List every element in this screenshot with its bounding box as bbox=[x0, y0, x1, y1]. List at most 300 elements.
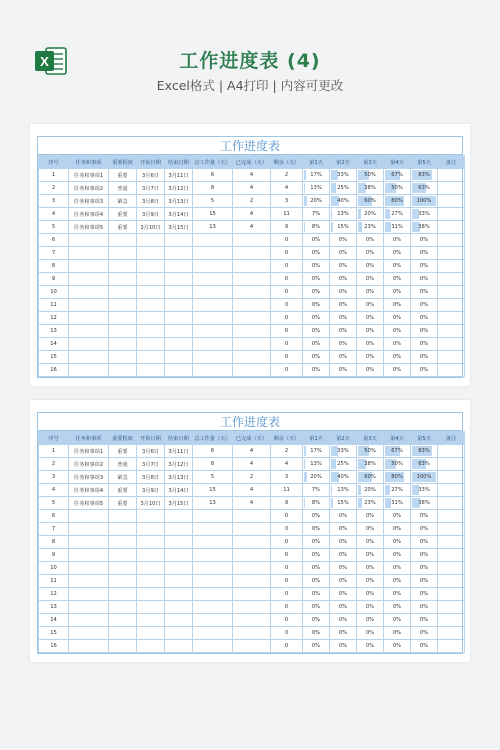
progress-cell[interactable] bbox=[357, 299, 384, 312]
cell-no[interactable]: 6 bbox=[39, 234, 69, 247]
progress-cell[interactable] bbox=[384, 169, 411, 182]
cell-start[interactable] bbox=[137, 286, 165, 299]
progress-cell[interactable] bbox=[303, 484, 330, 497]
progress-cell[interactable] bbox=[411, 208, 438, 221]
progress-cell[interactable] bbox=[411, 351, 438, 364]
cell-remain[interactable]: 0 bbox=[271, 588, 303, 601]
progress-cell[interactable] bbox=[330, 549, 357, 562]
cell-task[interactable] bbox=[69, 614, 109, 627]
cell-task[interactable] bbox=[69, 640, 109, 653]
progress-cell[interactable] bbox=[357, 536, 384, 549]
progress-cell[interactable] bbox=[303, 351, 330, 364]
cell-end[interactable] bbox=[165, 325, 193, 338]
cell-level[interactable] bbox=[109, 351, 137, 364]
cell-end[interactable] bbox=[165, 510, 193, 523]
progress-cell[interactable] bbox=[330, 286, 357, 299]
cell-done[interactable] bbox=[233, 614, 271, 627]
cell-done[interactable] bbox=[233, 351, 271, 364]
cell-note[interactable] bbox=[438, 338, 465, 351]
cell-start[interactable]: 3月10日 bbox=[137, 221, 165, 234]
cell-task[interactable]: 任务和事项4 bbox=[69, 208, 109, 221]
cell-note[interactable] bbox=[438, 458, 465, 471]
progress-cell[interactable] bbox=[411, 471, 438, 484]
progress-cell[interactable] bbox=[330, 182, 357, 195]
cell-level[interactable]: 重要 bbox=[109, 221, 137, 234]
cell-level[interactable] bbox=[109, 510, 137, 523]
progress-cell[interactable] bbox=[303, 260, 330, 273]
cell-task[interactable] bbox=[69, 351, 109, 364]
cell-note[interactable] bbox=[438, 510, 465, 523]
cell-start[interactable] bbox=[137, 260, 165, 273]
progress-cell[interactable] bbox=[384, 247, 411, 260]
progress-cell[interactable] bbox=[411, 601, 438, 614]
cell-remain[interactable]: 3 bbox=[271, 195, 303, 208]
progress-cell[interactable] bbox=[384, 299, 411, 312]
cell-remain[interactable]: 0 bbox=[271, 325, 303, 338]
cell-start[interactable] bbox=[137, 312, 165, 325]
cell-task[interactable] bbox=[69, 364, 109, 377]
cell-level[interactable] bbox=[109, 523, 137, 536]
cell-total[interactable] bbox=[193, 510, 233, 523]
cell-remain[interactable]: 0 bbox=[271, 575, 303, 588]
progress-cell[interactable] bbox=[303, 445, 330, 458]
progress-cell[interactable] bbox=[411, 169, 438, 182]
cell-total[interactable] bbox=[193, 601, 233, 614]
cell-note[interactable] bbox=[438, 299, 465, 312]
cell-done[interactable] bbox=[233, 260, 271, 273]
cell-no[interactable]: 11 bbox=[39, 575, 69, 588]
progress-cell[interactable] bbox=[303, 286, 330, 299]
progress-cell[interactable] bbox=[411, 325, 438, 338]
cell-start[interactable] bbox=[137, 562, 165, 575]
progress-cell[interactable] bbox=[330, 445, 357, 458]
cell-total[interactable]: 15 bbox=[193, 484, 233, 497]
cell-end[interactable]: 3月15日 bbox=[165, 497, 193, 510]
progress-cell[interactable] bbox=[330, 364, 357, 377]
cell-end[interactable] bbox=[165, 273, 193, 286]
cell-note[interactable] bbox=[438, 364, 465, 377]
progress-cell[interactable] bbox=[330, 325, 357, 338]
cell-end[interactable]: 3月12日 bbox=[165, 182, 193, 195]
cell-no[interactable]: 3 bbox=[39, 195, 69, 208]
cell-remain[interactable]: 0 bbox=[271, 510, 303, 523]
cell-start[interactable]: 3月9日 bbox=[137, 484, 165, 497]
cell-end[interactable] bbox=[165, 351, 193, 364]
cell-task[interactable] bbox=[69, 260, 109, 273]
cell-note[interactable] bbox=[438, 195, 465, 208]
cell-remain[interactable]: 4 bbox=[271, 458, 303, 471]
cell-level[interactable] bbox=[109, 273, 137, 286]
cell-total[interactable]: 8 bbox=[193, 182, 233, 195]
progress-cell[interactable] bbox=[303, 325, 330, 338]
cell-start[interactable] bbox=[137, 338, 165, 351]
progress-cell[interactable] bbox=[411, 458, 438, 471]
progress-cell[interactable] bbox=[384, 523, 411, 536]
cell-note[interactable] bbox=[438, 312, 465, 325]
cell-remain[interactable]: 0 bbox=[271, 286, 303, 299]
progress-cell[interactable] bbox=[330, 299, 357, 312]
progress-cell[interactable] bbox=[411, 286, 438, 299]
cell-start[interactable] bbox=[137, 601, 165, 614]
progress-cell[interactable] bbox=[330, 208, 357, 221]
progress-cell[interactable] bbox=[330, 351, 357, 364]
progress-cell[interactable] bbox=[411, 364, 438, 377]
cell-remain[interactable]: 0 bbox=[271, 640, 303, 653]
cell-remain[interactable]: 0 bbox=[271, 614, 303, 627]
cell-note[interactable] bbox=[438, 182, 465, 195]
progress-cell[interactable] bbox=[303, 273, 330, 286]
cell-level[interactable]: 重要 bbox=[109, 497, 137, 510]
cell-end[interactable] bbox=[165, 260, 193, 273]
cell-note[interactable] bbox=[438, 351, 465, 364]
cell-no[interactable]: 1 bbox=[39, 445, 69, 458]
progress-cell[interactable] bbox=[330, 312, 357, 325]
cell-done[interactable]: 4 bbox=[233, 208, 271, 221]
cell-done[interactable] bbox=[233, 364, 271, 377]
progress-cell[interactable] bbox=[411, 312, 438, 325]
progress-cell[interactable] bbox=[357, 549, 384, 562]
progress-cell[interactable] bbox=[357, 510, 384, 523]
cell-start[interactable] bbox=[137, 549, 165, 562]
cell-level[interactable] bbox=[109, 601, 137, 614]
cell-task[interactable] bbox=[69, 536, 109, 549]
cell-total[interactable]: 5 bbox=[193, 195, 233, 208]
cell-no[interactable]: 9 bbox=[39, 273, 69, 286]
cell-note[interactable] bbox=[438, 234, 465, 247]
progress-cell[interactable] bbox=[357, 575, 384, 588]
progress-cell[interactable] bbox=[384, 338, 411, 351]
progress-cell[interactable] bbox=[330, 614, 357, 627]
cell-total[interactable] bbox=[193, 338, 233, 351]
cell-level[interactable] bbox=[109, 312, 137, 325]
cell-remain[interactable]: 0 bbox=[271, 234, 303, 247]
progress-cell[interactable] bbox=[357, 260, 384, 273]
cell-task[interactable]: 任务和事项4 bbox=[69, 484, 109, 497]
progress-cell[interactable] bbox=[357, 338, 384, 351]
cell-task[interactable]: 任务和事项3 bbox=[69, 195, 109, 208]
cell-task[interactable] bbox=[69, 273, 109, 286]
cell-level[interactable] bbox=[109, 614, 137, 627]
progress-cell[interactable] bbox=[330, 260, 357, 273]
cell-task[interactable] bbox=[69, 325, 109, 338]
progress-cell[interactable] bbox=[384, 458, 411, 471]
cell-end[interactable]: 3月11日 bbox=[165, 445, 193, 458]
progress-cell[interactable] bbox=[384, 536, 411, 549]
progress-cell[interactable] bbox=[357, 484, 384, 497]
progress-cell[interactable] bbox=[384, 601, 411, 614]
cell-no[interactable]: 12 bbox=[39, 312, 69, 325]
cell-start[interactable] bbox=[137, 510, 165, 523]
cell-no[interactable]: 8 bbox=[39, 536, 69, 549]
cell-end[interactable] bbox=[165, 338, 193, 351]
progress-cell[interactable] bbox=[303, 549, 330, 562]
cell-level[interactable]: 紧急 bbox=[109, 195, 137, 208]
cell-remain[interactable]: 0 bbox=[271, 312, 303, 325]
cell-end[interactable] bbox=[165, 312, 193, 325]
progress-cell[interactable] bbox=[330, 221, 357, 234]
cell-note[interactable] bbox=[438, 575, 465, 588]
cell-task[interactable]: 任务和事项1 bbox=[69, 445, 109, 458]
cell-done[interactable] bbox=[233, 299, 271, 312]
cell-total[interactable] bbox=[193, 351, 233, 364]
cell-start[interactable] bbox=[137, 627, 165, 640]
cell-level[interactable]: 紧急 bbox=[109, 471, 137, 484]
cell-no[interactable]: 2 bbox=[39, 182, 69, 195]
progress-cell[interactable] bbox=[357, 614, 384, 627]
cell-done[interactable] bbox=[233, 575, 271, 588]
cell-remain[interactable]: 0 bbox=[271, 260, 303, 273]
cell-note[interactable] bbox=[438, 497, 465, 510]
cell-end[interactable] bbox=[165, 299, 193, 312]
cell-note[interactable] bbox=[438, 169, 465, 182]
cell-no[interactable]: 12 bbox=[39, 588, 69, 601]
cell-no[interactable]: 14 bbox=[39, 338, 69, 351]
progress-cell[interactable] bbox=[411, 221, 438, 234]
cell-level[interactable] bbox=[109, 588, 137, 601]
cell-start[interactable]: 3月10日 bbox=[137, 497, 165, 510]
cell-done[interactable] bbox=[233, 562, 271, 575]
cell-remain[interactable]: 0 bbox=[271, 247, 303, 260]
cell-total[interactable]: 13 bbox=[193, 497, 233, 510]
progress-cell[interactable] bbox=[357, 523, 384, 536]
progress-cell[interactable] bbox=[303, 471, 330, 484]
progress-cell[interactable] bbox=[384, 208, 411, 221]
progress-cell[interactable] bbox=[411, 484, 438, 497]
cell-end[interactable]: 3月13日 bbox=[165, 471, 193, 484]
cell-task[interactable] bbox=[69, 575, 109, 588]
cell-start[interactable]: 3月9日 bbox=[137, 208, 165, 221]
cell-level[interactable]: 普通 bbox=[109, 182, 137, 195]
cell-remain[interactable]: 4 bbox=[271, 182, 303, 195]
cell-end[interactable] bbox=[165, 234, 193, 247]
progress-cell[interactable] bbox=[330, 562, 357, 575]
cell-remain[interactable]: 0 bbox=[271, 351, 303, 364]
cell-done[interactable] bbox=[233, 640, 271, 653]
cell-start[interactable]: 3月6日 bbox=[137, 445, 165, 458]
progress-cell[interactable] bbox=[330, 273, 357, 286]
cell-total[interactable]: 13 bbox=[193, 221, 233, 234]
progress-cell[interactable] bbox=[330, 169, 357, 182]
cell-note[interactable] bbox=[438, 640, 465, 653]
cell-done[interactable] bbox=[233, 549, 271, 562]
cell-remain[interactable]: 9 bbox=[271, 221, 303, 234]
cell-level[interactable] bbox=[109, 260, 137, 273]
cell-no[interactable]: 5 bbox=[39, 221, 69, 234]
progress-cell[interactable] bbox=[411, 627, 438, 640]
progress-cell[interactable] bbox=[303, 312, 330, 325]
cell-done[interactable] bbox=[233, 338, 271, 351]
cell-end[interactable]: 3月15日 bbox=[165, 221, 193, 234]
cell-level[interactable] bbox=[109, 338, 137, 351]
cell-remain[interactable]: 11 bbox=[271, 208, 303, 221]
cell-start[interactable] bbox=[137, 351, 165, 364]
cell-start[interactable] bbox=[137, 273, 165, 286]
progress-cell[interactable] bbox=[411, 549, 438, 562]
progress-cell[interactable] bbox=[303, 221, 330, 234]
progress-cell[interactable] bbox=[411, 562, 438, 575]
progress-cell[interactable] bbox=[384, 614, 411, 627]
progress-cell[interactable] bbox=[303, 601, 330, 614]
cell-end[interactable] bbox=[165, 536, 193, 549]
cell-note[interactable] bbox=[438, 208, 465, 221]
cell-start[interactable] bbox=[137, 325, 165, 338]
progress-cell[interactable] bbox=[330, 523, 357, 536]
cell-end[interactable]: 3月14日 bbox=[165, 484, 193, 497]
cell-start[interactable] bbox=[137, 247, 165, 260]
cell-done[interactable] bbox=[233, 325, 271, 338]
cell-level[interactable] bbox=[109, 247, 137, 260]
progress-cell[interactable] bbox=[357, 601, 384, 614]
progress-cell[interactable] bbox=[303, 588, 330, 601]
progress-cell[interactable] bbox=[411, 195, 438, 208]
cell-no[interactable]: 16 bbox=[39, 364, 69, 377]
cell-remain[interactable]: 0 bbox=[271, 338, 303, 351]
progress-cell[interactable] bbox=[303, 247, 330, 260]
progress-cell[interactable] bbox=[411, 575, 438, 588]
progress-cell[interactable] bbox=[330, 575, 357, 588]
cell-level[interactable]: 重要 bbox=[109, 445, 137, 458]
cell-total[interactable] bbox=[193, 312, 233, 325]
cell-no[interactable]: 1 bbox=[39, 169, 69, 182]
cell-end[interactable] bbox=[165, 601, 193, 614]
cell-no[interactable]: 2 bbox=[39, 458, 69, 471]
progress-cell[interactable] bbox=[303, 458, 330, 471]
progress-cell[interactable] bbox=[330, 234, 357, 247]
cell-done[interactable]: 2 bbox=[233, 471, 271, 484]
progress-cell[interactable] bbox=[384, 471, 411, 484]
cell-note[interactable] bbox=[438, 549, 465, 562]
cell-start[interactable] bbox=[137, 234, 165, 247]
progress-cell[interactable] bbox=[330, 338, 357, 351]
cell-start[interactable] bbox=[137, 299, 165, 312]
cell-remain[interactable]: 0 bbox=[271, 364, 303, 377]
cell-start[interactable] bbox=[137, 575, 165, 588]
progress-cell[interactable] bbox=[357, 221, 384, 234]
cell-note[interactable] bbox=[438, 247, 465, 260]
cell-done[interactable] bbox=[233, 273, 271, 286]
progress-cell[interactable] bbox=[384, 195, 411, 208]
progress-cell[interactable] bbox=[303, 523, 330, 536]
cell-end[interactable] bbox=[165, 286, 193, 299]
progress-cell[interactable] bbox=[384, 549, 411, 562]
cell-total[interactable] bbox=[193, 247, 233, 260]
cell-remain[interactable]: 2 bbox=[271, 445, 303, 458]
cell-remain[interactable]: 0 bbox=[271, 562, 303, 575]
cell-task[interactable]: 任务和事项3 bbox=[69, 471, 109, 484]
cell-total[interactable] bbox=[193, 364, 233, 377]
cell-note[interactable] bbox=[438, 588, 465, 601]
progress-cell[interactable] bbox=[357, 445, 384, 458]
progress-cell[interactable] bbox=[303, 338, 330, 351]
cell-task[interactable] bbox=[69, 523, 109, 536]
progress-cell[interactable] bbox=[384, 260, 411, 273]
cell-remain[interactable]: 0 bbox=[271, 299, 303, 312]
cell-remain[interactable]: 3 bbox=[271, 471, 303, 484]
progress-cell[interactable] bbox=[330, 640, 357, 653]
cell-start[interactable] bbox=[137, 523, 165, 536]
cell-end[interactable]: 3月11日 bbox=[165, 169, 193, 182]
progress-cell[interactable] bbox=[384, 627, 411, 640]
cell-total[interactable] bbox=[193, 588, 233, 601]
cell-note[interactable] bbox=[438, 286, 465, 299]
cell-level[interactable]: 重要 bbox=[109, 169, 137, 182]
cell-start[interactable]: 3月8日 bbox=[137, 195, 165, 208]
cell-start[interactable]: 3月7日 bbox=[137, 458, 165, 471]
cell-done[interactable] bbox=[233, 536, 271, 549]
progress-cell[interactable] bbox=[303, 536, 330, 549]
progress-cell[interactable] bbox=[384, 351, 411, 364]
cell-done[interactable]: 2 bbox=[233, 195, 271, 208]
cell-total[interactable] bbox=[193, 273, 233, 286]
progress-cell[interactable] bbox=[411, 273, 438, 286]
cell-remain[interactable]: 2 bbox=[271, 169, 303, 182]
progress-cell[interactable] bbox=[357, 640, 384, 653]
progress-cell[interactable] bbox=[384, 221, 411, 234]
progress-cell[interactable] bbox=[411, 247, 438, 260]
cell-note[interactable] bbox=[438, 562, 465, 575]
progress-cell[interactable] bbox=[303, 299, 330, 312]
progress-cell[interactable] bbox=[303, 234, 330, 247]
cell-start[interactable] bbox=[137, 640, 165, 653]
progress-cell[interactable] bbox=[303, 195, 330, 208]
progress-cell[interactable] bbox=[303, 364, 330, 377]
progress-cell[interactable] bbox=[303, 575, 330, 588]
progress-cell[interactable] bbox=[357, 195, 384, 208]
cell-done[interactable] bbox=[233, 627, 271, 640]
cell-level[interactable] bbox=[109, 364, 137, 377]
progress-cell[interactable] bbox=[384, 575, 411, 588]
cell-start[interactable] bbox=[137, 536, 165, 549]
cell-end[interactable] bbox=[165, 575, 193, 588]
cell-done[interactable] bbox=[233, 510, 271, 523]
cell-no[interactable]: 5 bbox=[39, 497, 69, 510]
cell-total[interactable] bbox=[193, 562, 233, 575]
progress-cell[interactable] bbox=[357, 286, 384, 299]
progress-cell[interactable] bbox=[411, 234, 438, 247]
cell-no[interactable]: 13 bbox=[39, 325, 69, 338]
progress-cell[interactable] bbox=[384, 286, 411, 299]
progress-cell[interactable] bbox=[357, 247, 384, 260]
cell-done[interactable] bbox=[233, 286, 271, 299]
progress-cell[interactable] bbox=[411, 640, 438, 653]
cell-total[interactable]: 8 bbox=[193, 458, 233, 471]
cell-level[interactable]: 普通 bbox=[109, 458, 137, 471]
cell-task[interactable] bbox=[69, 510, 109, 523]
progress-cell[interactable] bbox=[357, 562, 384, 575]
progress-cell[interactable] bbox=[411, 588, 438, 601]
cell-task[interactable]: 任务和事项5 bbox=[69, 221, 109, 234]
cell-end[interactable]: 3月14日 bbox=[165, 208, 193, 221]
cell-total[interactable] bbox=[193, 299, 233, 312]
progress-cell[interactable] bbox=[357, 364, 384, 377]
progress-cell[interactable] bbox=[411, 338, 438, 351]
progress-cell[interactable] bbox=[411, 299, 438, 312]
cell-done[interactable]: 4 bbox=[233, 497, 271, 510]
cell-total[interactable] bbox=[193, 627, 233, 640]
cell-end[interactable] bbox=[165, 247, 193, 260]
cell-task[interactable] bbox=[69, 299, 109, 312]
cell-total[interactable] bbox=[193, 234, 233, 247]
cell-note[interactable] bbox=[438, 523, 465, 536]
progress-cell[interactable] bbox=[330, 458, 357, 471]
cell-task[interactable] bbox=[69, 562, 109, 575]
progress-cell[interactable] bbox=[384, 325, 411, 338]
cell-total[interactable]: 6 bbox=[193, 169, 233, 182]
progress-cell[interactable] bbox=[330, 510, 357, 523]
progress-cell[interactable] bbox=[384, 445, 411, 458]
cell-end[interactable] bbox=[165, 364, 193, 377]
cell-end[interactable]: 3月13日 bbox=[165, 195, 193, 208]
